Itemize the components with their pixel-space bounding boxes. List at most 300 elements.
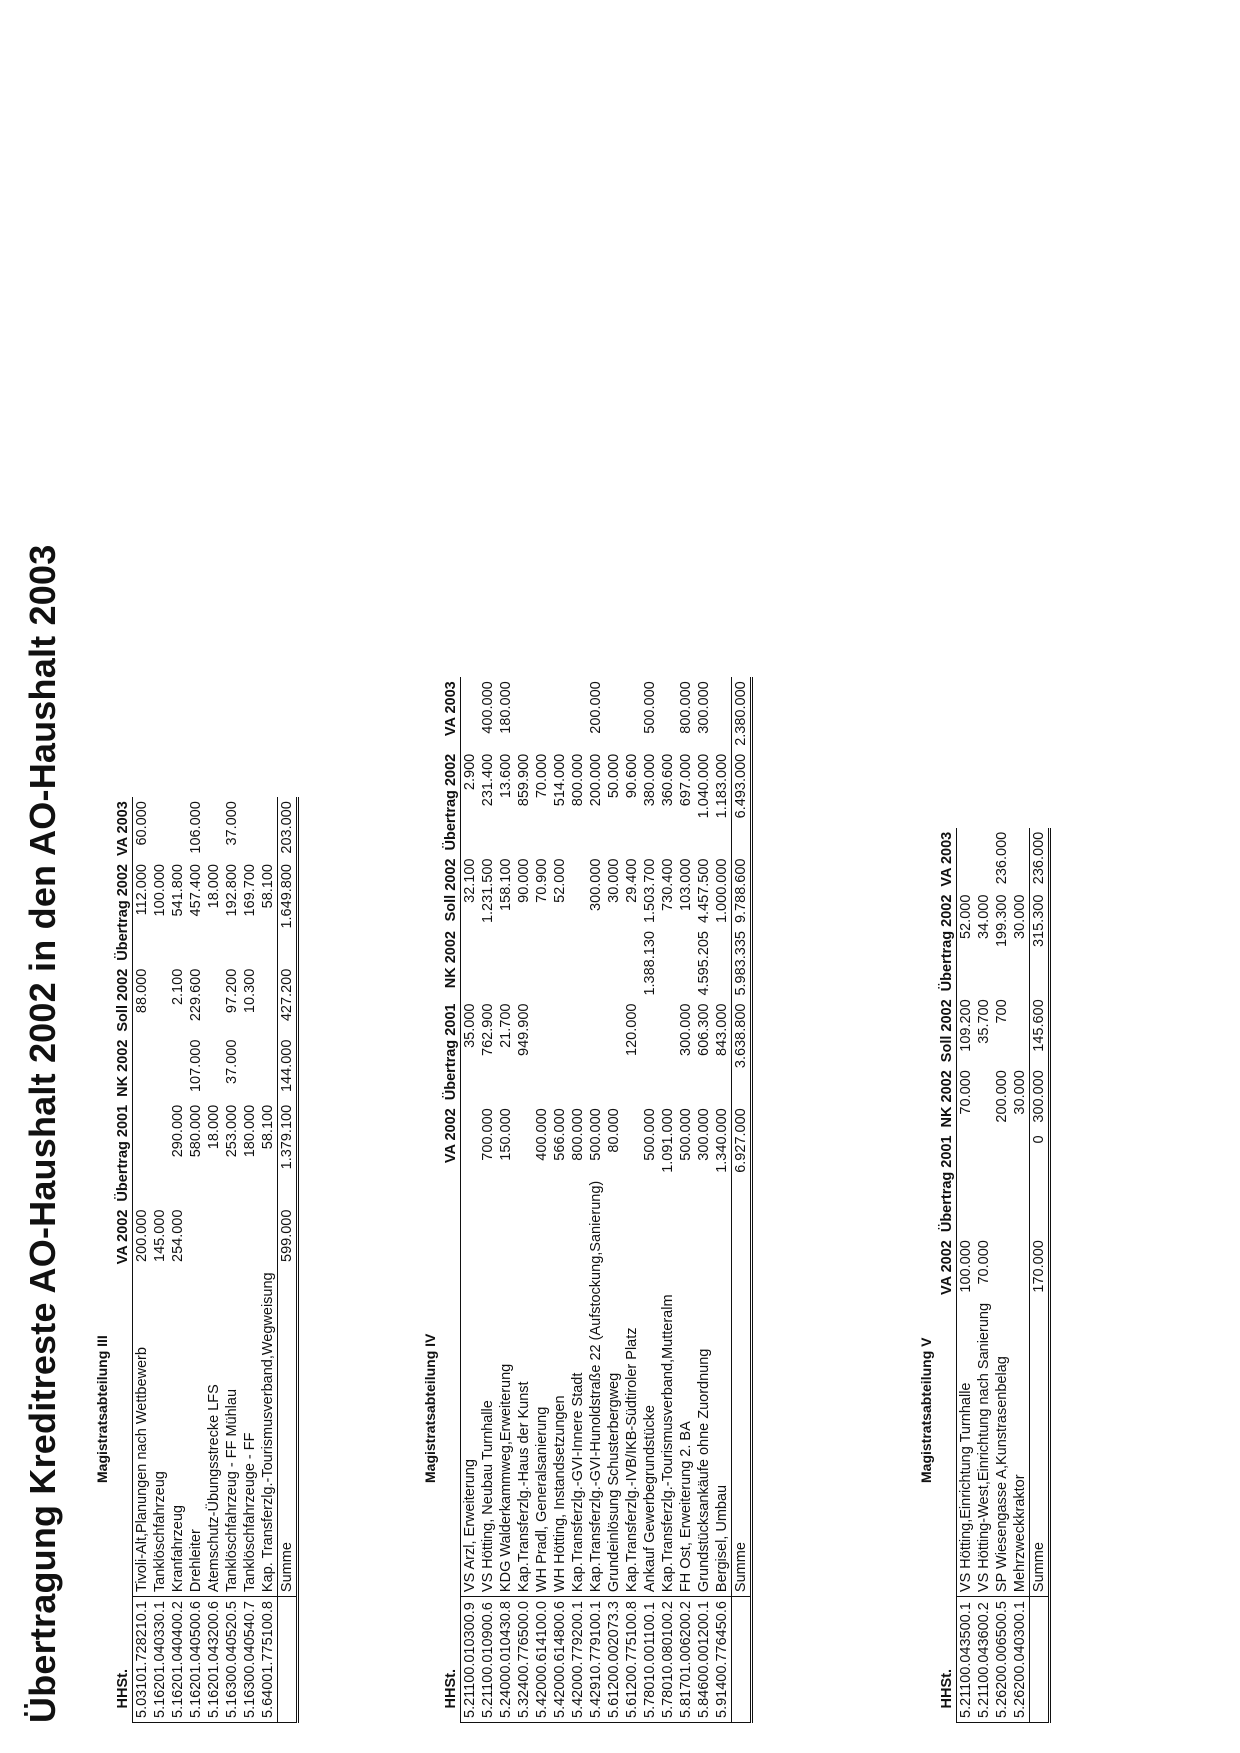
cell-uebertrag2001: 120.000	[624, 1003, 640, 1056]
cell-va2003: 203.000	[278, 797, 298, 860]
cell-va2002: 70.000	[976, 1240, 992, 1285]
cell-soll2002: 145.600	[1030, 995, 1050, 1066]
cell-soll2002: 4.457.500	[696, 858, 712, 924]
cell-bez: Tanklöschfahrzeug - FF Mühlau	[224, 1388, 240, 1593]
cell-va2002: 200.000	[134, 1209, 150, 1262]
cell-va2003	[515, 677, 533, 750]
cell-bez: KDG Walderkammweg,Erweiterung	[498, 1363, 514, 1593]
section-title: Magistratsabteilung III	[94, 1335, 110, 1483]
cell-va2002: 500.000	[678, 1108, 694, 1161]
cell-uebertrag2001: 290.000	[170, 1104, 186, 1158]
cell-nk2002	[551, 927, 569, 1000]
table-row	[205, 797, 223, 1722]
cell-code: 5.61200.775100.8	[623, 1597, 641, 1723]
cell-nk2002	[713, 927, 732, 1000]
cell-uebertrag2001	[133, 1101, 152, 1206]
cell-va2002: 145.000	[152, 1209, 168, 1262]
cell-soll2002: 1.503.700	[642, 858, 658, 924]
cell-code: 5.78010.001100.1	[641, 1597, 659, 1723]
cell-va2003	[957, 828, 976, 891]
cell-soll2002: 700	[994, 999, 1010, 1024]
cell-uebertrag2002: 380.000	[642, 753, 658, 807]
cell-soll2002: 97.200	[224, 968, 240, 1014]
cell-nk2002: 107.000	[188, 1039, 204, 1093]
table-row	[551, 677, 569, 1722]
table-row	[641, 677, 659, 1722]
cell-nk2002: 30.000	[1012, 1070, 1028, 1115]
cell-va2002: 566.000	[552, 1108, 568, 1161]
cell-soll2002: 88.000	[134, 968, 150, 1014]
cell-uebertrag2002: 200.000	[588, 753, 604, 807]
cell-code: 5.16300.040540.7	[241, 1597, 259, 1723]
cell-nk2002: 5.983.335	[732, 927, 752, 1000]
cell-bez: SP Wiesengasse A,Kunstrasenbelag	[994, 1356, 1010, 1593]
cell-uebertrag2002: 2.900	[462, 753, 478, 791]
cell-uebertrag2001: 35.000	[462, 1003, 478, 1048]
cell-bez: Grundstücksankäufe ohne Zuordnung	[696, 1348, 712, 1593]
cell-va2003	[975, 828, 993, 891]
cell-va2002	[993, 1236, 1011, 1299]
cell-va2003	[533, 677, 551, 750]
cell-bez: Drehleiter	[188, 1529, 204, 1593]
cell-code: 5.42000.779200.1	[569, 1597, 587, 1723]
cell-bez: Atemschutz-Übungsstrecke LFS	[206, 1384, 222, 1593]
cell-soll2002	[151, 965, 169, 1036]
table-row	[569, 677, 587, 1722]
cell-soll2002: 52.000	[552, 858, 568, 903]
table-row	[605, 677, 623, 1722]
cell-uebertrag2002: 1.649.800	[278, 860, 298, 965]
header-row	[938, 828, 957, 1723]
cell-code: 5.21100.043600.2	[975, 1597, 993, 1723]
cell-va2002: 400.000	[534, 1108, 550, 1161]
cell-nk2002	[479, 927, 497, 1000]
cell-va2003: 37.000	[224, 801, 240, 846]
cell-va2003	[605, 677, 623, 750]
cell-va2002: 80.000	[606, 1108, 622, 1153]
cell-code: 5.26200.040300.1	[1011, 1597, 1030, 1723]
cell-va2003	[461, 677, 480, 750]
cell-uebertrag2001: 0	[1030, 1131, 1050, 1236]
cell-code: 5.81701.006200.2	[677, 1597, 695, 1723]
cell-code: 5.84600.001200.1	[695, 1597, 713, 1723]
cell-code: 5.21100.010300.9	[461, 1597, 480, 1723]
cell-uebertrag2002: 50.000	[606, 753, 622, 799]
cell-soll2002	[205, 965, 223, 1036]
cell-va2002: 800.000	[570, 1108, 586, 1161]
cell-bez: Kap.Transferzlg.-GVI-Innere Stadt	[570, 1372, 586, 1593]
cell-va2002: 599.000	[278, 1206, 298, 1269]
cell-uebertrag2002: 360.600	[660, 753, 676, 807]
col-header-uebertrag2002: Übertrag 2002	[114, 860, 133, 965]
cell-uebertrag2002: 800.000	[570, 753, 586, 807]
cell-uebertrag2002: 6.493.000	[732, 750, 752, 855]
cell-soll2002: 158.100	[498, 858, 514, 911]
kredit-table	[938, 828, 1051, 1723]
cell-bez: Ankauf Gewerbegrundstücke	[642, 1405, 658, 1593]
cell-soll2002: 90.000	[516, 858, 532, 903]
cell-bez: Grundeinlösung Schusterbergweg	[606, 1372, 622, 1593]
cell-bez: Tanklöschfahrzeuge - FF	[242, 1432, 258, 1593]
cell-code: 5.03101.728210.1	[133, 1597, 152, 1723]
cell-bez: Tanklöschfahrzeug	[152, 1471, 168, 1593]
cell-nk2002	[133, 1036, 152, 1101]
cell-uebertrag2001: 843.000	[714, 1003, 730, 1056]
cell-uebertrag2002: 192.800	[224, 864, 240, 917]
cell-code	[278, 1597, 298, 1723]
cell-va2003: 500.000	[642, 681, 658, 734]
cell-soll2002: 109.200	[958, 999, 974, 1052]
cell-nk2002	[623, 927, 641, 1000]
cell-soll2002: 32.100	[462, 858, 478, 903]
cell-soll2002: 229.600	[188, 968, 204, 1022]
section-title: Magistratsabteilung V	[918, 1337, 934, 1483]
table-row	[515, 677, 533, 1722]
sum-row	[1030, 828, 1050, 1723]
table-row	[187, 797, 205, 1722]
cell-va2003	[623, 677, 641, 750]
cell-nk2002: 37.000	[224, 1039, 240, 1084]
cell-uebertrag2001: 253.000	[224, 1104, 240, 1158]
cell-uebertrag2002: 1.040.000	[696, 753, 712, 819]
header-row	[442, 677, 461, 1722]
cell-bez: VS Hötting-West,Einrichtung nach Sanierung	[976, 1302, 992, 1593]
kredit-table	[114, 797, 299, 1723]
cell-soll2002: 10.300	[242, 968, 258, 1014]
cell-bez: Summe	[278, 1268, 298, 1596]
section-title: Magistratsabteilung IV	[422, 1333, 438, 1483]
col-header-uebertrag2002: Übertrag 2002	[442, 750, 461, 855]
cell-uebertrag2002: 199.300	[994, 894, 1010, 948]
cell-va2003: 180.000	[498, 681, 514, 734]
cell-code: 5.24000.010430.8	[497, 1597, 515, 1723]
cell-bez: Summe	[1030, 1299, 1050, 1597]
col-header-bez	[442, 1177, 461, 1597]
header-row	[114, 797, 133, 1722]
cell-va2002	[1011, 1236, 1030, 1299]
table-row	[659, 677, 677, 1722]
cell-nk2002	[677, 927, 695, 1000]
cell-soll2002: 2.100	[170, 968, 186, 1006]
cell-bez: FH Ost, Erweiterung 2. BA	[678, 1421, 694, 1593]
cell-uebertrag2001: 1.379.100	[278, 1101, 298, 1206]
cell-va2002	[187, 1206, 205, 1269]
cell-uebertrag2001: 762.900	[480, 1003, 496, 1056]
cell-uebertrag2002: 859.900	[516, 753, 532, 807]
cell-nk2002: 4.595.205	[696, 931, 712, 996]
cell-uebertrag2002: 90.600	[624, 753, 640, 799]
cell-uebertrag2001: 580.000	[188, 1104, 204, 1158]
cell-uebertrag2002: 34.000	[976, 894, 992, 939]
col-header-bez	[938, 1299, 957, 1597]
cell-va2003	[659, 677, 677, 750]
cell-bez: VS Hötting, Neubau Turnhalle	[480, 1400, 496, 1593]
cell-uebertrag2001	[993, 1131, 1011, 1236]
cell-soll2002: 30.000	[606, 858, 622, 903]
cell-soll2002: 103.000	[678, 858, 694, 911]
cell-uebertrag2001: 606.300	[696, 1003, 712, 1056]
cell-va2003	[551, 677, 569, 750]
cell-nk2002	[659, 927, 677, 1000]
cell-bez: WH Pradl, Generalsanierung	[534, 1406, 550, 1593]
cell-uebertrag2001	[151, 1101, 169, 1206]
col-header-nk2002: NK 2002	[938, 1066, 957, 1131]
cell-uebertrag2001	[587, 1000, 605, 1105]
cell-va2003: 300.000	[696, 681, 712, 734]
cell-uebertrag2001: 18.000	[206, 1104, 222, 1150]
table-row	[151, 797, 169, 1722]
cell-bez: VS Hötting,Einrichtung Turnhalle	[958, 1382, 974, 1593]
table-row	[677, 677, 695, 1722]
cell-nk2002: 200.000	[994, 1070, 1010, 1123]
table-row	[241, 797, 259, 1722]
col-header-code: HHSt.	[442, 1597, 461, 1723]
col-header-soll2002: Soll 2002	[114, 965, 133, 1036]
cell-uebertrag2002: 697.000	[678, 753, 694, 807]
cell-bez: Kap.Transferzlg.-Haus der Kunst	[516, 1381, 532, 1593]
cell-va2003: 106.000	[188, 801, 204, 854]
cell-va2003: 400.000	[480, 681, 496, 734]
cell-code: 5.42000.614100.0	[533, 1597, 551, 1723]
cell-code	[1030, 1597, 1050, 1723]
sum-row	[732, 677, 752, 1722]
cell-nk2002: 1.388.130	[642, 931, 658, 996]
cell-uebertrag2001	[641, 1000, 659, 1105]
cell-bez: Kap.Transferzlg.-GVI-Hunoldstraße 22 (Aufstockung,Sanierung)	[588, 1180, 604, 1593]
cell-uebertrag2001	[551, 1000, 569, 1105]
cell-uebertrag2002: 315.300	[1030, 891, 1050, 996]
cell-uebertrag2002: 1.183.000	[714, 753, 730, 819]
cell-uebertrag2001: 21.700	[498, 1003, 514, 1048]
col-header-bez	[114, 1268, 133, 1596]
cell-uebertrag2002: 541.800	[170, 864, 186, 917]
cell-va2002: 6.927.000	[732, 1104, 752, 1177]
cell-nk2002: 144.000	[278, 1036, 298, 1101]
table-row	[223, 797, 241, 1722]
cell-uebertrag2002: 112.000	[134, 864, 150, 916]
cell-va2002: 1.091.000	[660, 1108, 676, 1173]
cell-nk2002	[205, 1036, 223, 1101]
cell-soll2002: 70.900	[534, 858, 550, 903]
cell-nk2002	[533, 927, 551, 1000]
cell-soll2002: 29.400	[624, 858, 640, 903]
cell-code: 5.91400.776450.6	[713, 1597, 732, 1723]
cell-bez: Kap.Transferzlg.-Tourismusverband,Mutteralm	[660, 1294, 676, 1593]
table-row	[533, 677, 551, 1722]
table-row	[957, 828, 976, 1723]
cell-va2003: 200.000	[588, 681, 604, 734]
cell-va2003	[151, 797, 169, 860]
cell-nk2002	[497, 927, 515, 1000]
cell-uebertrag2001	[1011, 1131, 1030, 1236]
cell-uebertrag2001	[569, 1000, 587, 1105]
col-header-code: HHSt.	[938, 1597, 957, 1723]
col-header-nk2002: NK 2002	[114, 1036, 133, 1101]
table-row	[695, 677, 713, 1722]
cell-soll2002: 35.700	[976, 999, 992, 1044]
cell-soll2002: 1.231.500	[480, 858, 496, 924]
cell-code: 5.16201.040500.6	[187, 1597, 205, 1723]
cell-soll2002	[1011, 995, 1030, 1066]
sum-row	[278, 797, 298, 1722]
document-title: Übertragung Kreditreste AO-Haushalt 2002 in den AO-Haushalt 2003	[22, 544, 63, 1723]
col-header-va2002: VA 2002	[442, 1104, 461, 1177]
cell-bez: Kap.Transferzlg.-IVB/IKB-Südtiroler Platz	[624, 1327, 640, 1593]
cell-va2002	[223, 1206, 241, 1269]
cell-uebertrag2001: 949.900	[516, 1003, 532, 1056]
cell-va2003: 800.000	[678, 681, 694, 734]
cell-uebertrag2001	[605, 1000, 623, 1105]
col-header-soll2002: Soll 2002	[442, 855, 461, 928]
cell-soll2002: 1.000.000	[714, 858, 730, 924]
cell-code: 5.16201.040330.1	[151, 1597, 169, 1723]
cell-uebertrag2002: 30.000	[1012, 894, 1028, 939]
col-header-va2003: VA 2003	[938, 828, 957, 891]
cell-uebertrag2001: 58.100	[260, 1104, 276, 1150]
table-row	[713, 677, 732, 1722]
cell-bez: Tivoli-Alt,Planungen nach Wettbewerb	[134, 1347, 150, 1593]
cell-va2003	[241, 797, 259, 860]
cell-uebertrag2002: 100.000	[152, 864, 168, 917]
cell-va2003: 236.000	[994, 831, 1010, 885]
cell-uebertrag2001	[659, 1000, 677, 1105]
cell-va2003	[259, 797, 278, 860]
col-header-va2002: VA 2002	[114, 1206, 133, 1269]
cell-nk2002	[241, 1036, 259, 1101]
cell-uebertrag2002: 58.100	[260, 864, 276, 909]
cell-uebertrag2001	[957, 1131, 976, 1236]
cell-nk2002	[259, 1036, 278, 1101]
table-row	[1011, 828, 1030, 1723]
cell-soll2002: 300.000	[588, 858, 604, 911]
table-row	[479, 677, 497, 1722]
cell-va2002	[205, 1206, 223, 1269]
cell-va2003	[169, 797, 187, 860]
cell-uebertrag2002: 457.400	[188, 864, 204, 917]
cell-uebertrag2002: 18.000	[206, 864, 222, 909]
table-row	[993, 828, 1011, 1723]
table-row	[497, 677, 515, 1722]
cell-va2002: 254.000	[170, 1209, 186, 1262]
table-row	[975, 828, 993, 1723]
cell-va2003: 2.380.000	[732, 677, 752, 750]
cell-soll2002: 427.200	[278, 965, 298, 1036]
table-row	[623, 677, 641, 1722]
cell-va2002	[515, 1104, 533, 1177]
col-header-nk2002: NK 2002	[442, 927, 461, 1000]
cell-uebertrag2001	[975, 1131, 993, 1236]
cell-va2002: 1.340.000	[714, 1108, 730, 1173]
cell-code: 5.42000.614800.6	[551, 1597, 569, 1723]
cell-code: 5.16201.040400.2	[169, 1597, 187, 1723]
cell-va2003	[713, 677, 732, 750]
cell-code: 5.32400.776500.0	[515, 1597, 533, 1723]
cell-nk2002: 300.000	[1030, 1066, 1050, 1131]
kredit-table	[442, 677, 753, 1723]
cell-va2002	[461, 1104, 480, 1177]
cell-code: 5.21100.010900.6	[479, 1597, 497, 1723]
cell-bez: Kap. Transferzlg.-Tourismusverband,Wegweisung	[260, 1272, 276, 1593]
cell-uebertrag2002: 231.400	[480, 753, 496, 807]
col-header-va2003: VA 2003	[442, 677, 461, 750]
cell-bez: Bergisel, Umbau	[714, 1484, 730, 1593]
cell-uebertrag2002: 169.700	[242, 864, 258, 917]
cell-uebertrag2001: 3.638.800	[732, 1000, 752, 1105]
cell-uebertrag2002: 70.000	[534, 753, 550, 799]
cell-bez: Summe	[732, 1177, 752, 1597]
cell-code: 5.16201.043200.6	[205, 1597, 223, 1723]
cell-bez: WH Hötting, Instandsetzungen	[552, 1395, 568, 1593]
cell-va2002: 150.000	[498, 1108, 514, 1161]
col-header-uebertrag2001: Übertrag 2001	[938, 1131, 957, 1236]
cell-nk2002	[461, 927, 480, 1000]
cell-uebertrag2002: 52.000	[958, 894, 974, 939]
cell-va2002: 170.000	[1030, 1236, 1050, 1299]
cell-uebertrag2002: 514.000	[552, 753, 568, 807]
cell-nk2002	[515, 927, 533, 1000]
table-row	[587, 677, 605, 1722]
cell-code: 5.42910.779100.1	[587, 1597, 605, 1723]
cell-code: 5.64001.775100.8	[259, 1597, 278, 1723]
cell-nk2002	[169, 1036, 187, 1101]
cell-uebertrag2001: 300.000	[678, 1003, 694, 1056]
cell-nk2002: 70.000	[958, 1070, 974, 1115]
cell-code: 5.26200.006500.5	[993, 1597, 1011, 1723]
cell-va2002: 100.000	[958, 1240, 974, 1293]
cell-bez: Mehrzweckkraktor	[1012, 1474, 1028, 1593]
cell-code: 5.16300.040520.5	[223, 1597, 241, 1723]
cell-uebertrag2001: 180.000	[242, 1104, 258, 1158]
cell-nk2002	[605, 927, 623, 1000]
cell-code: 5.61200.002073.3	[605, 1597, 623, 1723]
cell-va2003: 236.000	[1030, 828, 1050, 891]
cell-va2003	[569, 677, 587, 750]
cell-va2002: 500.000	[642, 1108, 658, 1161]
cell-bez: VS Arzl, Erweiterung	[462, 1459, 478, 1593]
col-header-uebertrag2001: Übertrag 2001	[114, 1101, 133, 1206]
cell-soll2002	[569, 855, 587, 928]
cell-nk2002	[587, 927, 605, 1000]
table-row	[133, 797, 152, 1722]
table-row	[169, 797, 187, 1722]
col-header-uebertrag2001: Übertrag 2001	[442, 1000, 461, 1105]
col-header-code: HHSt.	[114, 1597, 133, 1723]
table-row	[461, 677, 480, 1722]
cell-va2002: 500.000	[588, 1108, 604, 1161]
col-header-soll2002: Soll 2002	[938, 995, 957, 1066]
cell-soll2002	[259, 965, 278, 1036]
cell-va2003	[205, 797, 223, 860]
cell-va2002: 700.000	[480, 1108, 496, 1161]
cell-uebertrag2001	[533, 1000, 551, 1105]
cell-code	[732, 1597, 752, 1723]
col-header-uebertrag2002: Übertrag 2002	[938, 891, 957, 996]
col-header-va2003: VA 2003	[114, 797, 133, 860]
cell-va2003: 60.000	[134, 801, 150, 846]
cell-va2002	[623, 1104, 641, 1177]
table-row	[259, 797, 278, 1722]
cell-soll2002: 9.788.600	[732, 855, 752, 928]
col-header-va2002: VA 2002	[938, 1236, 957, 1299]
cell-bez: Kranfahrzeug	[170, 1505, 186, 1593]
cell-code: 5.21100.043500.1	[957, 1597, 976, 1723]
cell-nk2002	[151, 1036, 169, 1101]
cell-va2003	[1011, 828, 1030, 891]
cell-va2002	[241, 1206, 259, 1269]
cell-va2002: 300.000	[696, 1108, 712, 1161]
cell-soll2002: 730.400	[660, 858, 676, 911]
cell-nk2002	[569, 927, 587, 1000]
